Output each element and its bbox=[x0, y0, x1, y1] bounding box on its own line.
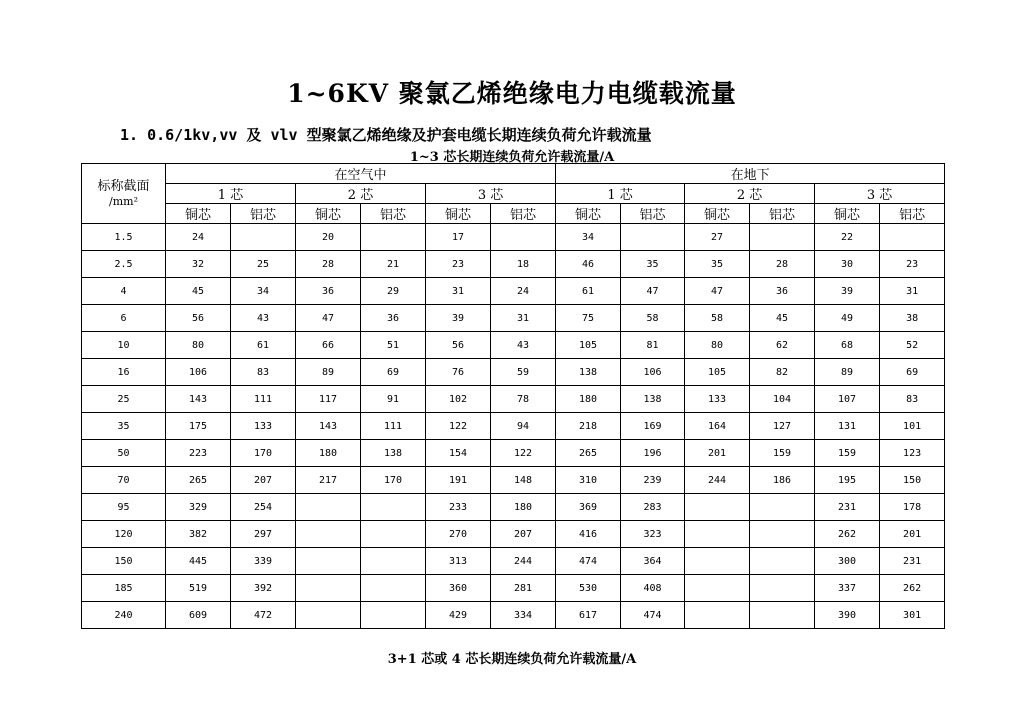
size-cell: 95 bbox=[82, 494, 166, 521]
ampacity-cell: 39 bbox=[426, 305, 491, 332]
size-cell: 1.5 bbox=[82, 224, 166, 251]
copper-header: 铜芯 bbox=[685, 204, 750, 224]
ampacity-cell: 408 bbox=[621, 575, 685, 602]
ampacity-cell bbox=[750, 602, 815, 629]
size-cell: 240 bbox=[82, 602, 166, 629]
ampacity-cell: 334 bbox=[491, 602, 556, 629]
ampacity-cell: 281 bbox=[491, 575, 556, 602]
ampacity-cell: 59 bbox=[491, 359, 556, 386]
table-row bbox=[82, 575, 945, 602]
ampacity-cell: 78 bbox=[491, 386, 556, 413]
ampacity-cell: 180 bbox=[556, 386, 621, 413]
ampacity-cell: 265 bbox=[166, 467, 231, 494]
ampacity-cell: 83 bbox=[231, 359, 296, 386]
ampacity-cell: 233 bbox=[426, 494, 491, 521]
ampacity-cell: 39 bbox=[815, 278, 880, 305]
ampacity-cell: 339 bbox=[231, 548, 296, 575]
table-row bbox=[82, 548, 945, 575]
ampacity-cell: 61 bbox=[231, 332, 296, 359]
ampacity-cell: 52 bbox=[880, 332, 945, 359]
ampacity-cell bbox=[685, 521, 750, 548]
ampacity-cell: 106 bbox=[621, 359, 685, 386]
ampacity-cell: 17 bbox=[426, 224, 491, 251]
ampacity-cell: 530 bbox=[556, 575, 621, 602]
ampacity-cell: 34 bbox=[556, 224, 621, 251]
group-header-in-air: 在空气中 bbox=[166, 164, 556, 184]
ampacity-cell: 186 bbox=[750, 467, 815, 494]
ampacity-cell: 66 bbox=[296, 332, 361, 359]
ampacity-cell bbox=[231, 224, 296, 251]
ampacity-cell bbox=[750, 494, 815, 521]
ampacity-cell bbox=[685, 575, 750, 602]
ampacity-cell: 43 bbox=[231, 305, 296, 332]
ampacity-cell: 169 bbox=[621, 413, 685, 440]
ampacity-cell bbox=[750, 575, 815, 602]
table-row bbox=[82, 413, 945, 440]
ampacity-table bbox=[81, 163, 945, 629]
ampacity-cell: 36 bbox=[296, 278, 361, 305]
core-count-header: 1 芯 bbox=[166, 184, 296, 204]
table-row bbox=[82, 440, 945, 467]
ampacity-cell: 127 bbox=[750, 413, 815, 440]
ampacity-cell: 310 bbox=[556, 467, 621, 494]
ampacity-cell: 138 bbox=[361, 440, 426, 467]
ampacity-cell bbox=[296, 494, 361, 521]
ampacity-cell: 61 bbox=[556, 278, 621, 305]
ampacity-cell: 32 bbox=[166, 251, 231, 278]
ampacity-cell: 445 bbox=[166, 548, 231, 575]
ampacity-cell bbox=[361, 494, 426, 521]
ampacity-cell: 83 bbox=[880, 386, 945, 413]
ampacity-cell: 105 bbox=[685, 359, 750, 386]
ampacity-cell: 519 bbox=[166, 575, 231, 602]
ampacity-cell: 29 bbox=[361, 278, 426, 305]
ampacity-cell: 45 bbox=[166, 278, 231, 305]
ampacity-cell: 231 bbox=[815, 494, 880, 521]
ampacity-cell: 111 bbox=[361, 413, 426, 440]
ampacity-cell: 35 bbox=[621, 251, 685, 278]
ampacity-cell bbox=[361, 602, 426, 629]
ampacity-cell: 31 bbox=[880, 278, 945, 305]
ampacity-cell: 30 bbox=[815, 251, 880, 278]
core-count-header: 2 芯 bbox=[296, 184, 426, 204]
ampacity-cell: 21 bbox=[361, 251, 426, 278]
ampacity-cell bbox=[296, 521, 361, 548]
ampacity-cell: 23 bbox=[426, 251, 491, 278]
ampacity-cell: 24 bbox=[166, 224, 231, 251]
table-row bbox=[82, 494, 945, 521]
ampacity-cell: 22 bbox=[815, 224, 880, 251]
ampacity-cell: 170 bbox=[231, 440, 296, 467]
ampacity-cell: 138 bbox=[556, 359, 621, 386]
ampacity-cell: 89 bbox=[296, 359, 361, 386]
table-row bbox=[82, 278, 945, 305]
ampacity-cell: 56 bbox=[426, 332, 491, 359]
next-table-caption: 3+1 芯或 4 芯长期连续负荷允许载流量/A bbox=[387, 652, 637, 667]
ampacity-cell: 329 bbox=[166, 494, 231, 521]
ampacity-cell bbox=[621, 224, 685, 251]
aluminum-header: 铝芯 bbox=[750, 204, 815, 224]
ampacity-cell: 429 bbox=[426, 602, 491, 629]
ampacity-cell: 101 bbox=[880, 413, 945, 440]
ampacity-cell bbox=[296, 602, 361, 629]
ampacity-cell: 80 bbox=[685, 332, 750, 359]
ampacity-cell: 131 bbox=[815, 413, 880, 440]
ampacity-cell: 58 bbox=[685, 305, 750, 332]
ampacity-cell: 159 bbox=[750, 440, 815, 467]
ampacity-cell: 47 bbox=[296, 305, 361, 332]
table-row bbox=[82, 332, 945, 359]
ampacity-cell: 28 bbox=[750, 251, 815, 278]
ampacity-cell: 416 bbox=[556, 521, 621, 548]
ampacity-cell: 94 bbox=[491, 413, 556, 440]
ampacity-cell bbox=[685, 494, 750, 521]
size-cell: 70 bbox=[82, 467, 166, 494]
ampacity-cell: 609 bbox=[166, 602, 231, 629]
ampacity-cell: 111 bbox=[231, 386, 296, 413]
ampacity-cell: 180 bbox=[491, 494, 556, 521]
ampacity-cell: 69 bbox=[880, 359, 945, 386]
ampacity-cell: 107 bbox=[815, 386, 880, 413]
ampacity-cell bbox=[296, 548, 361, 575]
aluminum-header: 铝芯 bbox=[621, 204, 685, 224]
aluminum-header: 铝芯 bbox=[491, 204, 556, 224]
ampacity-cell: 143 bbox=[166, 386, 231, 413]
ampacity-cell: 122 bbox=[491, 440, 556, 467]
ampacity-cell: 369 bbox=[556, 494, 621, 521]
ampacity-cell: 472 bbox=[231, 602, 296, 629]
ampacity-cell: 223 bbox=[166, 440, 231, 467]
copper-header: 铜芯 bbox=[426, 204, 491, 224]
ampacity-cell: 75 bbox=[556, 305, 621, 332]
ampacity-cell: 122 bbox=[426, 413, 491, 440]
ampacity-cell: 239 bbox=[621, 467, 685, 494]
ampacity-cell: 25 bbox=[231, 251, 296, 278]
ampacity-cell: 49 bbox=[815, 305, 880, 332]
ampacity-cell: 123 bbox=[880, 440, 945, 467]
ampacity-cell: 36 bbox=[750, 278, 815, 305]
ampacity-cell: 82 bbox=[750, 359, 815, 386]
ampacity-cell: 154 bbox=[426, 440, 491, 467]
size-column-header bbox=[82, 164, 166, 224]
size-cell: 185 bbox=[82, 575, 166, 602]
ampacity-cell: 207 bbox=[491, 521, 556, 548]
ampacity-cell: 244 bbox=[491, 548, 556, 575]
size-cell: 25 bbox=[82, 386, 166, 413]
ampacity-cell bbox=[491, 224, 556, 251]
copper-header: 铜芯 bbox=[296, 204, 361, 224]
ampacity-cell: 148 bbox=[491, 467, 556, 494]
ampacity-cell: 138 bbox=[621, 386, 685, 413]
core-count-header: 1 芯 bbox=[556, 184, 685, 204]
aluminum-header: 铝芯 bbox=[880, 204, 945, 224]
document-title: 1~6KV 聚氯乙烯绝缘电力电缆载流量 bbox=[287, 79, 737, 108]
size-cell: 4 bbox=[82, 278, 166, 305]
ampacity-cell: 45 bbox=[750, 305, 815, 332]
ampacity-cell: 35 bbox=[685, 251, 750, 278]
ampacity-cell: 254 bbox=[231, 494, 296, 521]
ampacity-cell: 133 bbox=[231, 413, 296, 440]
ampacity-cell: 392 bbox=[231, 575, 296, 602]
size-cell: 2.5 bbox=[82, 251, 166, 278]
core-count-header: 3 芯 bbox=[815, 184, 945, 204]
ampacity-cell: 91 bbox=[361, 386, 426, 413]
copper-header: 铜芯 bbox=[815, 204, 880, 224]
table-row bbox=[82, 467, 945, 494]
size-cell: 6 bbox=[82, 305, 166, 332]
ampacity-cell: 43 bbox=[491, 332, 556, 359]
ampacity-cell: 164 bbox=[685, 413, 750, 440]
ampacity-cell: 38 bbox=[880, 305, 945, 332]
ampacity-cell: 270 bbox=[426, 521, 491, 548]
size-cell: 10 bbox=[82, 332, 166, 359]
ampacity-cell: 300 bbox=[815, 548, 880, 575]
ampacity-cell bbox=[750, 548, 815, 575]
ampacity-cell: 262 bbox=[815, 521, 880, 548]
ampacity-cell: 51 bbox=[361, 332, 426, 359]
ampacity-cell bbox=[685, 548, 750, 575]
ampacity-cell: 105 bbox=[556, 332, 621, 359]
table-row bbox=[82, 521, 945, 548]
aluminum-header: 铝芯 bbox=[231, 204, 296, 224]
ampacity-cell: 474 bbox=[621, 602, 685, 629]
ampacity-cell: 207 bbox=[231, 467, 296, 494]
size-cell: 50 bbox=[82, 440, 166, 467]
ampacity-cell: 81 bbox=[621, 332, 685, 359]
ampacity-cell bbox=[361, 224, 426, 251]
ampacity-cell: 104 bbox=[750, 386, 815, 413]
ampacity-cell bbox=[361, 521, 426, 548]
ampacity-cell bbox=[880, 224, 945, 251]
size-header-unit: /mm² bbox=[109, 194, 138, 208]
section-heading: 1. 0.6/1kv,vv 及 vlv 型聚氯乙烯绝缘及护套电缆长期连续负荷允许载流量 bbox=[120, 126, 652, 144]
size-header-label: 标称截面 bbox=[97, 178, 150, 194]
ampacity-cell: 150 bbox=[880, 467, 945, 494]
ampacity-cell: 159 bbox=[815, 440, 880, 467]
ampacity-cell: 27 bbox=[685, 224, 750, 251]
ampacity-cell: 323 bbox=[621, 521, 685, 548]
table-row bbox=[82, 305, 945, 332]
size-cell: 16 bbox=[82, 359, 166, 386]
ampacity-cell: 34 bbox=[231, 278, 296, 305]
ampacity-cell: 301 bbox=[880, 602, 945, 629]
ampacity-cell: 313 bbox=[426, 548, 491, 575]
aluminum-header: 铝芯 bbox=[361, 204, 426, 224]
ampacity-cell: 36 bbox=[361, 305, 426, 332]
table-row bbox=[82, 386, 945, 413]
ampacity-cell: 31 bbox=[491, 305, 556, 332]
ampacity-cell: 46 bbox=[556, 251, 621, 278]
ampacity-cell: 23 bbox=[880, 251, 945, 278]
copper-header: 铜芯 bbox=[166, 204, 231, 224]
size-cell: 35 bbox=[82, 413, 166, 440]
core-count-header: 2 芯 bbox=[685, 184, 815, 204]
ampacity-cell: 297 bbox=[231, 521, 296, 548]
ampacity-cell: 89 bbox=[815, 359, 880, 386]
ampacity-cell: 217 bbox=[296, 467, 361, 494]
ampacity-cell: 218 bbox=[556, 413, 621, 440]
ampacity-cell: 69 bbox=[361, 359, 426, 386]
ampacity-cell: 20 bbox=[296, 224, 361, 251]
ampacity-cell: 47 bbox=[621, 278, 685, 305]
ampacity-cell: 56 bbox=[166, 305, 231, 332]
ampacity-cell bbox=[685, 602, 750, 629]
ampacity-cell: 360 bbox=[426, 575, 491, 602]
table-row bbox=[82, 224, 945, 251]
ampacity-cell: 170 bbox=[361, 467, 426, 494]
ampacity-cell bbox=[296, 575, 361, 602]
ampacity-cell: 178 bbox=[880, 494, 945, 521]
ampacity-cell: 265 bbox=[556, 440, 621, 467]
ampacity-cell: 18 bbox=[491, 251, 556, 278]
ampacity-cell: 80 bbox=[166, 332, 231, 359]
table-row bbox=[82, 251, 945, 278]
ampacity-cell: 117 bbox=[296, 386, 361, 413]
core-count-header: 3 芯 bbox=[426, 184, 556, 204]
ampacity-cell bbox=[750, 224, 815, 251]
ampacity-cell: 175 bbox=[166, 413, 231, 440]
ampacity-cell: 68 bbox=[815, 332, 880, 359]
ampacity-cell: 364 bbox=[621, 548, 685, 575]
ampacity-cell: 47 bbox=[685, 278, 750, 305]
group-header-underground: 在地下 bbox=[556, 164, 945, 184]
ampacity-cell: 180 bbox=[296, 440, 361, 467]
ampacity-cell: 617 bbox=[556, 602, 621, 629]
ampacity-cell: 58 bbox=[621, 305, 685, 332]
ampacity-cell: 24 bbox=[491, 278, 556, 305]
ampacity-cell: 62 bbox=[750, 332, 815, 359]
ampacity-cell: 106 bbox=[166, 359, 231, 386]
ampacity-cell bbox=[750, 521, 815, 548]
ampacity-cell: 390 bbox=[815, 602, 880, 629]
ampacity-cell: 382 bbox=[166, 521, 231, 548]
table-row bbox=[82, 359, 945, 386]
ampacity-cell: 143 bbox=[296, 413, 361, 440]
copper-header: 铜芯 bbox=[556, 204, 621, 224]
table-caption: 1~3 芯长期连续负荷允许载流量/A bbox=[409, 150, 615, 165]
ampacity-cell: 31 bbox=[426, 278, 491, 305]
ampacity-cell: 28 bbox=[296, 251, 361, 278]
ampacity-cell: 133 bbox=[685, 386, 750, 413]
ampacity-cell bbox=[361, 548, 426, 575]
ampacity-cell: 262 bbox=[880, 575, 945, 602]
ampacity-cell: 201 bbox=[685, 440, 750, 467]
ampacity-cell: 102 bbox=[426, 386, 491, 413]
ampacity-cell: 474 bbox=[556, 548, 621, 575]
ampacity-cell: 201 bbox=[880, 521, 945, 548]
size-cell: 120 bbox=[82, 521, 166, 548]
ampacity-cell bbox=[361, 575, 426, 602]
ampacity-cell: 191 bbox=[426, 467, 491, 494]
ampacity-cell: 337 bbox=[815, 575, 880, 602]
ampacity-cell: 195 bbox=[815, 467, 880, 494]
size-cell: 150 bbox=[82, 548, 166, 575]
table-row bbox=[82, 602, 945, 629]
ampacity-cell: 231 bbox=[880, 548, 945, 575]
ampacity-cell: 283 bbox=[621, 494, 685, 521]
ampacity-cell: 76 bbox=[426, 359, 491, 386]
ampacity-cell: 244 bbox=[685, 467, 750, 494]
ampacity-cell: 196 bbox=[621, 440, 685, 467]
